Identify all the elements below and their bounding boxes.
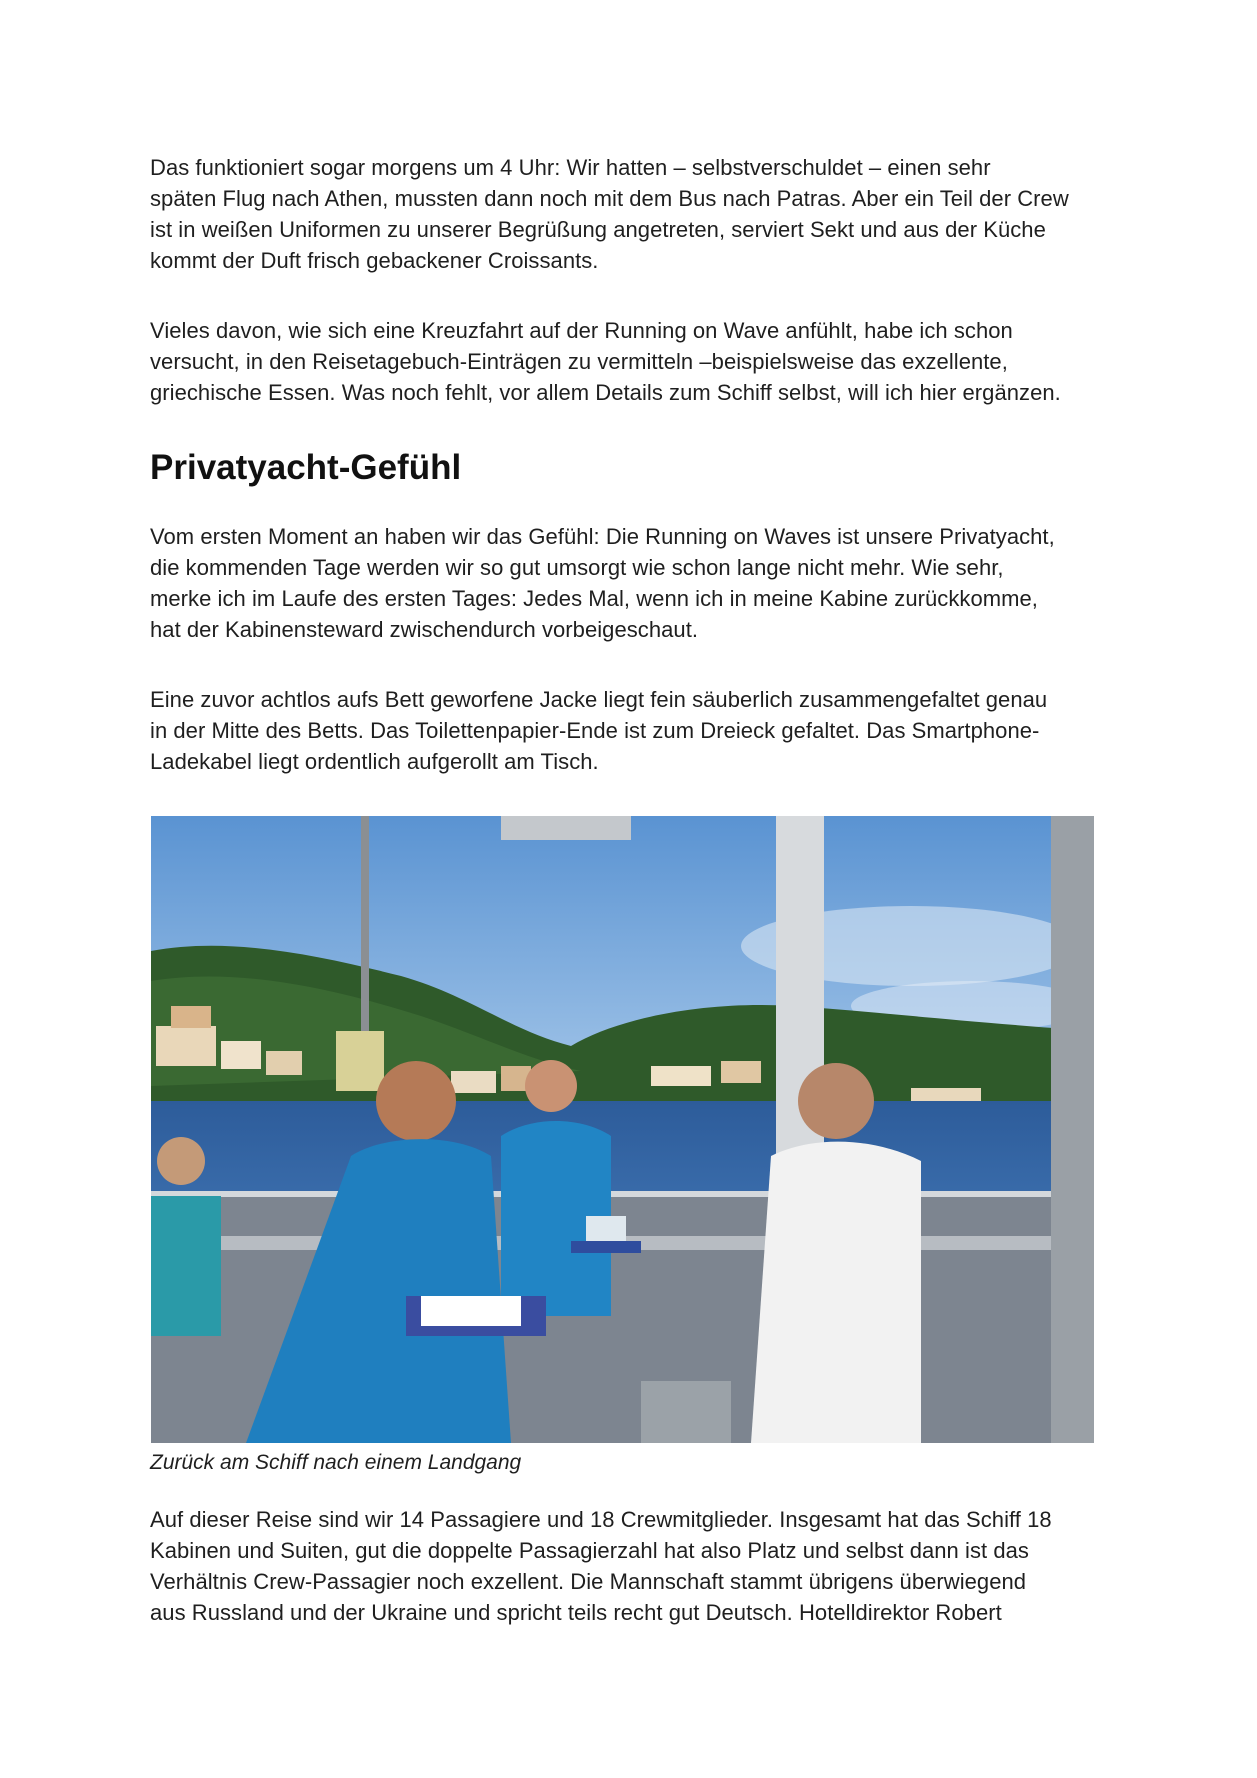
paragraph-private-yacht <box>150 521 1130 645</box>
text-line: versucht, in den Reisetagebuch-Einträgen zu vermitteln –beispielsweise das exzellente, <box>150 349 1008 374</box>
text-line: Vom ersten Moment an haben wir das Gefühl: Die Running on Waves ist unsere Privatyacht, <box>150 524 1055 549</box>
text-line: die kommenden Tage werden wir so gut umsorgt wie schon lange nicht mehr. Wie sehr, <box>150 555 1004 580</box>
control-box <box>336 1031 384 1091</box>
paragraph-arrival <box>150 152 1130 276</box>
text-line: späten Flug nach Athen, mussten dann noch mit dem Bus nach Patras. Aber ein Teil der Crew <box>150 186 1069 211</box>
paragraph-passengers-crew <box>150 1504 1130 1628</box>
text-line: merke ich im Laufe des ersten Tages: Jedes Mal, wenn ich in meine Kabine zurückkomme, <box>150 586 1038 611</box>
text-line: Ladekabel liegt ordentlich aufgerollt am Tisch. <box>150 749 599 774</box>
drinks-tray <box>571 1241 641 1253</box>
text-line: Das funktioniert sogar morgens um 4 Uhr: Wir hatten – selbstverschuldet – einen sehr <box>150 155 991 180</box>
text-line: Kabinen und Suiten, gut die doppelte Passagierzahl hat also Platz und selbst dann ist das <box>150 1538 1029 1563</box>
text-line: in der Mitte des Betts. Das Toilettenpapier-Ende ist zum Dreieck gefaltet. Das Smartphone- <box>150 718 1040 743</box>
photo-caption: Zurück am Schiff nach einem Landgang <box>150 1451 522 1474</box>
text-line: aus Russland und der Ukraine und spricht teils recht gut Deutsch. Hotelldirektor Robert <box>150 1600 1002 1625</box>
text-line: ist in weißen Uniformen zu unserer Begrüßung angetreten, serviert Sekt und aus der Küche <box>150 217 1046 242</box>
text-line: Eine zuvor achtlos aufs Bett geworfene Jacke liegt fein säuberlich zusammengefaltet genau <box>150 687 1048 712</box>
text-line: hat der Kabinensteward zwischendurch vorbeigeschaut. <box>150 617 699 642</box>
text-line: Auf dieser Reise sind wir 14 Passagiere und 18 Crewmitglieder. Insgesamt hat das Schiff 18 <box>150 1507 1052 1532</box>
paragraph-cruise-feeling <box>150 315 1130 408</box>
paragraph-cabin-steward <box>150 684 1130 777</box>
text-line: griechische Essen. Was noch fehlt, vor allem Details zum Schiff selbst, will ich hier ergänzen. <box>150 380 1061 405</box>
ship-deck-photo <box>151 816 1094 1443</box>
text-line: kommt der Duft frisch gebackener Croissants. <box>150 248 599 273</box>
text-line: Verhältnis Crew-Passagier noch exzellent. Die Mannschaft stammt übrigens überwiegend <box>150 1569 1027 1594</box>
railing <box>151 1191 1091 1197</box>
text-line: Vieles davon, wie sich eine Kreuzfahrt auf der Running on Wave anfühlt, habe ich schon <box>150 318 1013 343</box>
photo-illustration <box>151 816 1094 1443</box>
section-heading: Privatyacht-Gefühl <box>150 448 462 487</box>
